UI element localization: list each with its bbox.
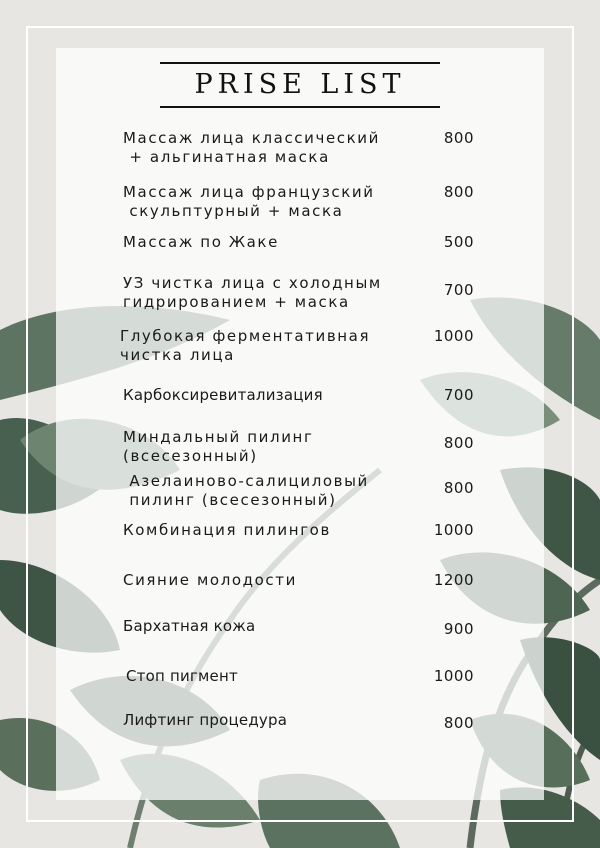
service-name: Массаж лица классический + альгинатная маска: [123, 129, 380, 166]
service-price: 700: [443, 281, 474, 299]
service-price: 800: [443, 183, 474, 201]
service-name: Массаж лица французский скульптурный + маска: [123, 183, 375, 220]
service-price: 800: [443, 434, 474, 452]
service-name: Массаж по Жаке: [123, 233, 279, 251]
service-price: 500: [443, 233, 474, 251]
list-item: [0, 667, 600, 713]
service-price: 800: [443, 129, 474, 147]
service-name: Азелаиново-салициловый пилинг (всесезонный): [129, 472, 369, 509]
service-price: 1000: [433, 521, 474, 539]
service-price: 1200: [433, 571, 474, 589]
service-price: 900: [443, 620, 474, 638]
service-price: 1000: [433, 327, 474, 345]
list-item: [0, 571, 600, 617]
service-name: Стоп пигмент: [126, 667, 238, 685]
service-price: 1000: [433, 667, 474, 685]
service-name: УЗ чистка лица с холодным гидрированием + маска: [123, 274, 382, 311]
title-box: [160, 62, 440, 108]
service-price: 800: [443, 714, 474, 732]
list-item: [0, 386, 600, 432]
service-name: Сияние молодости: [123, 571, 297, 589]
list-item: [0, 617, 600, 663]
service-name: Миндальный пилинг (всесезонный): [123, 428, 314, 465]
list-item: [0, 327, 600, 373]
list-item: [0, 274, 600, 320]
list-item: [0, 521, 600, 567]
list-item: [0, 711, 600, 757]
list-item: [0, 233, 600, 279]
service-name: Бархатная кожа: [123, 617, 256, 635]
service-name: Комбинация пилингов: [123, 521, 331, 539]
service-name: Карбоксиревитализация: [123, 386, 323, 404]
service-price: 800: [443, 479, 474, 497]
service-name: Лифтинг процедура: [123, 711, 288, 729]
list-item: [0, 183, 600, 229]
service-name: Глубокая ферментативная чистка лица: [120, 327, 371, 364]
list-item: [0, 129, 600, 175]
service-price: 700: [443, 386, 474, 404]
list-item: [0, 428, 600, 474]
list-item: [0, 472, 600, 518]
page-title: PRISE LIST: [194, 69, 406, 100]
